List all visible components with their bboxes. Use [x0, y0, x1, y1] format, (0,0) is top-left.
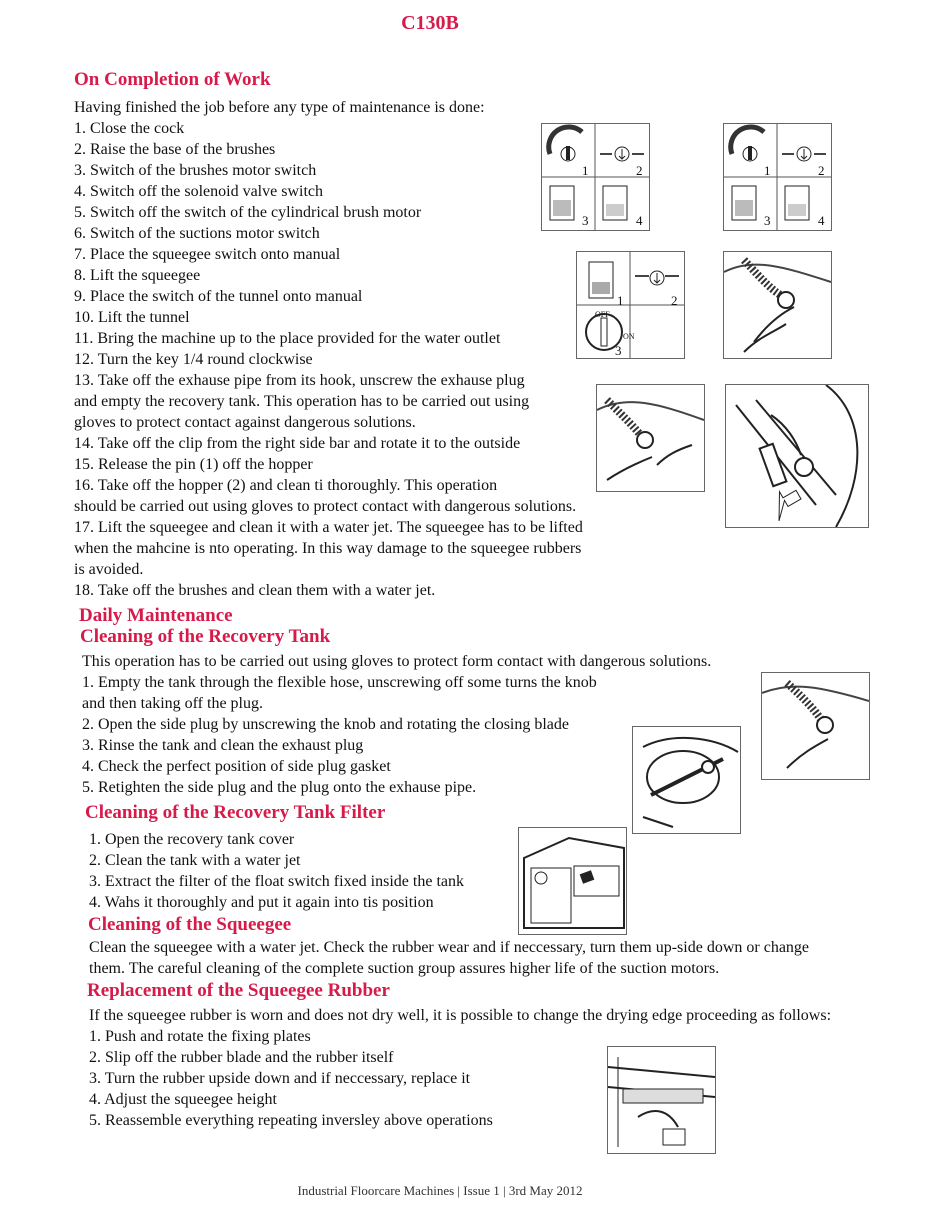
text-line: 8. Lift the squeegee	[74, 267, 201, 284]
exhaust-plug-drawing	[597, 385, 704, 491]
text-line: 9. Place the switch of the tunnel onto manual	[74, 288, 363, 305]
panel-label: 1	[617, 293, 624, 308]
panel-label: 3	[615, 343, 622, 358]
hopper-removal-drawing	[726, 385, 868, 527]
text-line: 7. Place the squeegee switch onto manual	[74, 246, 341, 263]
squeegee-rubber-drawing	[608, 1047, 715, 1153]
text-line: is avoided.	[74, 561, 144, 578]
control-panel-figure	[723, 123, 832, 231]
tank-filter-drawing	[519, 828, 626, 934]
text-line: them. The careful cleaning of the complete suction group assures higher life of the suction motors.	[89, 960, 720, 977]
hose-removal-drawing	[724, 252, 831, 358]
text-line: should be carried out using gloves to protect contact with dangerous solutions.	[74, 498, 577, 515]
side-plug-drawing	[633, 727, 740, 833]
text-line: Clean the squeegee with a water jet. Check the rubber wear and if neccessary, turn them up-side down or change	[89, 939, 810, 956]
text-line: 3. Extract the filter of the float switch fixed inside the tank	[89, 873, 464, 890]
text-line: 16. Take off the hopper (2) and clean ti thoroughly. This operation	[74, 477, 498, 494]
control-panel-drawing	[542, 124, 649, 230]
text-line: Having finished the job before any type of maintenance is done:	[74, 99, 485, 116]
text-line: 4. Switch off the solenoid valve switch	[74, 183, 323, 200]
squeegee-rubber-figure	[607, 1046, 716, 1154]
heading-cleaning-squeegee: Cleaning of the Squeegee	[88, 914, 292, 935]
text-line: 2. Open the side plug by unscrewing the knob and rotating the closing blade	[82, 716, 570, 733]
switch-on-label: ON	[623, 332, 635, 341]
text-line: 5. Reassemble everything repeating inversley above operations	[89, 1112, 493, 1129]
key-switch-panel-drawing	[577, 252, 684, 358]
text-line: This operation has to be carried out using gloves to protect form contact with dangerous solutions.	[82, 653, 712, 670]
document-title: C130B	[401, 12, 459, 34]
heading-on-completion: On Completion of Work	[74, 69, 271, 90]
side-plug-figure	[632, 726, 741, 834]
text-line: 17. Lift the squeegee and clean it with a water jet. The squeegee has to be lifted	[74, 519, 583, 536]
recovery-tank-filter-steps	[89, 829, 464, 913]
panel-label: 1	[764, 163, 771, 178]
text-line: 4. Wahs it thoroughly and put it again into tis position	[89, 894, 434, 911]
exhaust-plug-figure	[596, 384, 705, 492]
text-line: 3. Switch of the brushes motor switch	[74, 162, 317, 179]
text-line: 12. Turn the key 1/4 round clockwise	[74, 351, 313, 368]
text-line: 3. Turn the rubber upside down and if neccessary, replace it	[89, 1070, 471, 1087]
replacement-rubber-steps	[89, 1005, 831, 1131]
text-line: 1. Open the recovery tank cover	[89, 831, 295, 848]
control-panel-figure	[541, 123, 650, 231]
hopper-removal-figure	[725, 384, 869, 528]
panel-label: 4	[818, 213, 825, 228]
text-line: and then taking off the plug.	[82, 695, 263, 712]
control-panel-drawing	[724, 124, 831, 230]
text-line: 2. Raise the base of the brushes	[74, 141, 276, 158]
tank-hose-figure	[761, 672, 870, 780]
panel-label: 2	[818, 163, 825, 178]
text-line: 5. Switch off the switch of the cylindrical brush motor	[74, 204, 422, 221]
text-line: and empty the recovery tank. This operation has to be carried out using	[74, 393, 530, 410]
text-line: 1. Push and rotate the fixing plates	[89, 1028, 311, 1045]
text-line: 18. Take off the brushes and clean them with a water jet.	[74, 582, 436, 599]
text-line: 1. Close the cock	[74, 120, 185, 137]
tank-filter-figure	[518, 827, 627, 935]
page-footer: Industrial Floorcare Machines | Issue 1 | 3rd May 2012	[297, 1183, 583, 1198]
heading-recovery-tank-filter: Cleaning of the Recovery Tank Filter	[85, 802, 386, 823]
cleaning-squeegee-text	[89, 937, 809, 979]
text-line: 3. Rinse the tank and clean the exhaust plug	[82, 737, 364, 754]
text-line: 11. Bring the machine up to the place provided for the water outlet	[74, 330, 501, 347]
text-line: 15. Release the pin (1) off the hopper	[74, 456, 313, 473]
panel-label: 3	[764, 213, 771, 228]
text-line: 2. Clean the tank with a water jet	[89, 852, 301, 869]
key-switch-panel-figure	[576, 251, 685, 359]
tank-hose-drawing	[762, 673, 869, 779]
text-line: 1. Empty the tank through the flexible hose, unscrewing off some turns the knob	[82, 674, 597, 691]
panel-label: 1	[582, 163, 589, 178]
panel-label: 2	[671, 293, 678, 308]
text-line: 5. Retighten the side plug and the plug onto the exhause pipe.	[82, 779, 477, 796]
text-line: when the mahcine is nto operating. In this way damage to the squeegee rubbers	[74, 540, 582, 557]
text-line: 4. Adjust the squeegee height	[89, 1091, 277, 1108]
text-line: 10. Lift the tunnel	[74, 309, 190, 326]
on-completion-steps	[74, 97, 583, 601]
text-line: 13. Take off the exhause pipe from its hook, unscrew the exhause plug	[74, 372, 525, 389]
heading-replacement-rubber: Replacement of the Squeegee Rubber	[87, 980, 390, 1001]
switch-off-label: OFF	[595, 310, 610, 319]
hose-removal-figure	[723, 251, 832, 359]
text-line: 6. Switch of the suctions motor switch	[74, 225, 320, 242]
panel-label: 2	[636, 163, 643, 178]
panel-label: 3	[582, 213, 589, 228]
heading-daily-maintenance: Daily Maintenance	[79, 605, 233, 626]
panel-label: 4	[636, 213, 643, 228]
text-line: 4. Check the perfect position of side plug gasket	[82, 758, 391, 775]
heading-recovery-tank: Cleaning of the Recovery Tank	[80, 626, 331, 647]
text-line: gloves to protect contact against dangerous solutions.	[74, 414, 416, 431]
text-line: 2. Slip off the rubber blade and the rubber itself	[89, 1049, 394, 1066]
recovery-tank-steps	[82, 651, 711, 798]
text-line: If the squeegee rubber is worn and does not dry well, it is possible to change the drying edge proceeding as follows:	[89, 1007, 832, 1024]
text-line: 14. Take off the clip from the right side bar and rotate it to the outside	[74, 435, 521, 452]
